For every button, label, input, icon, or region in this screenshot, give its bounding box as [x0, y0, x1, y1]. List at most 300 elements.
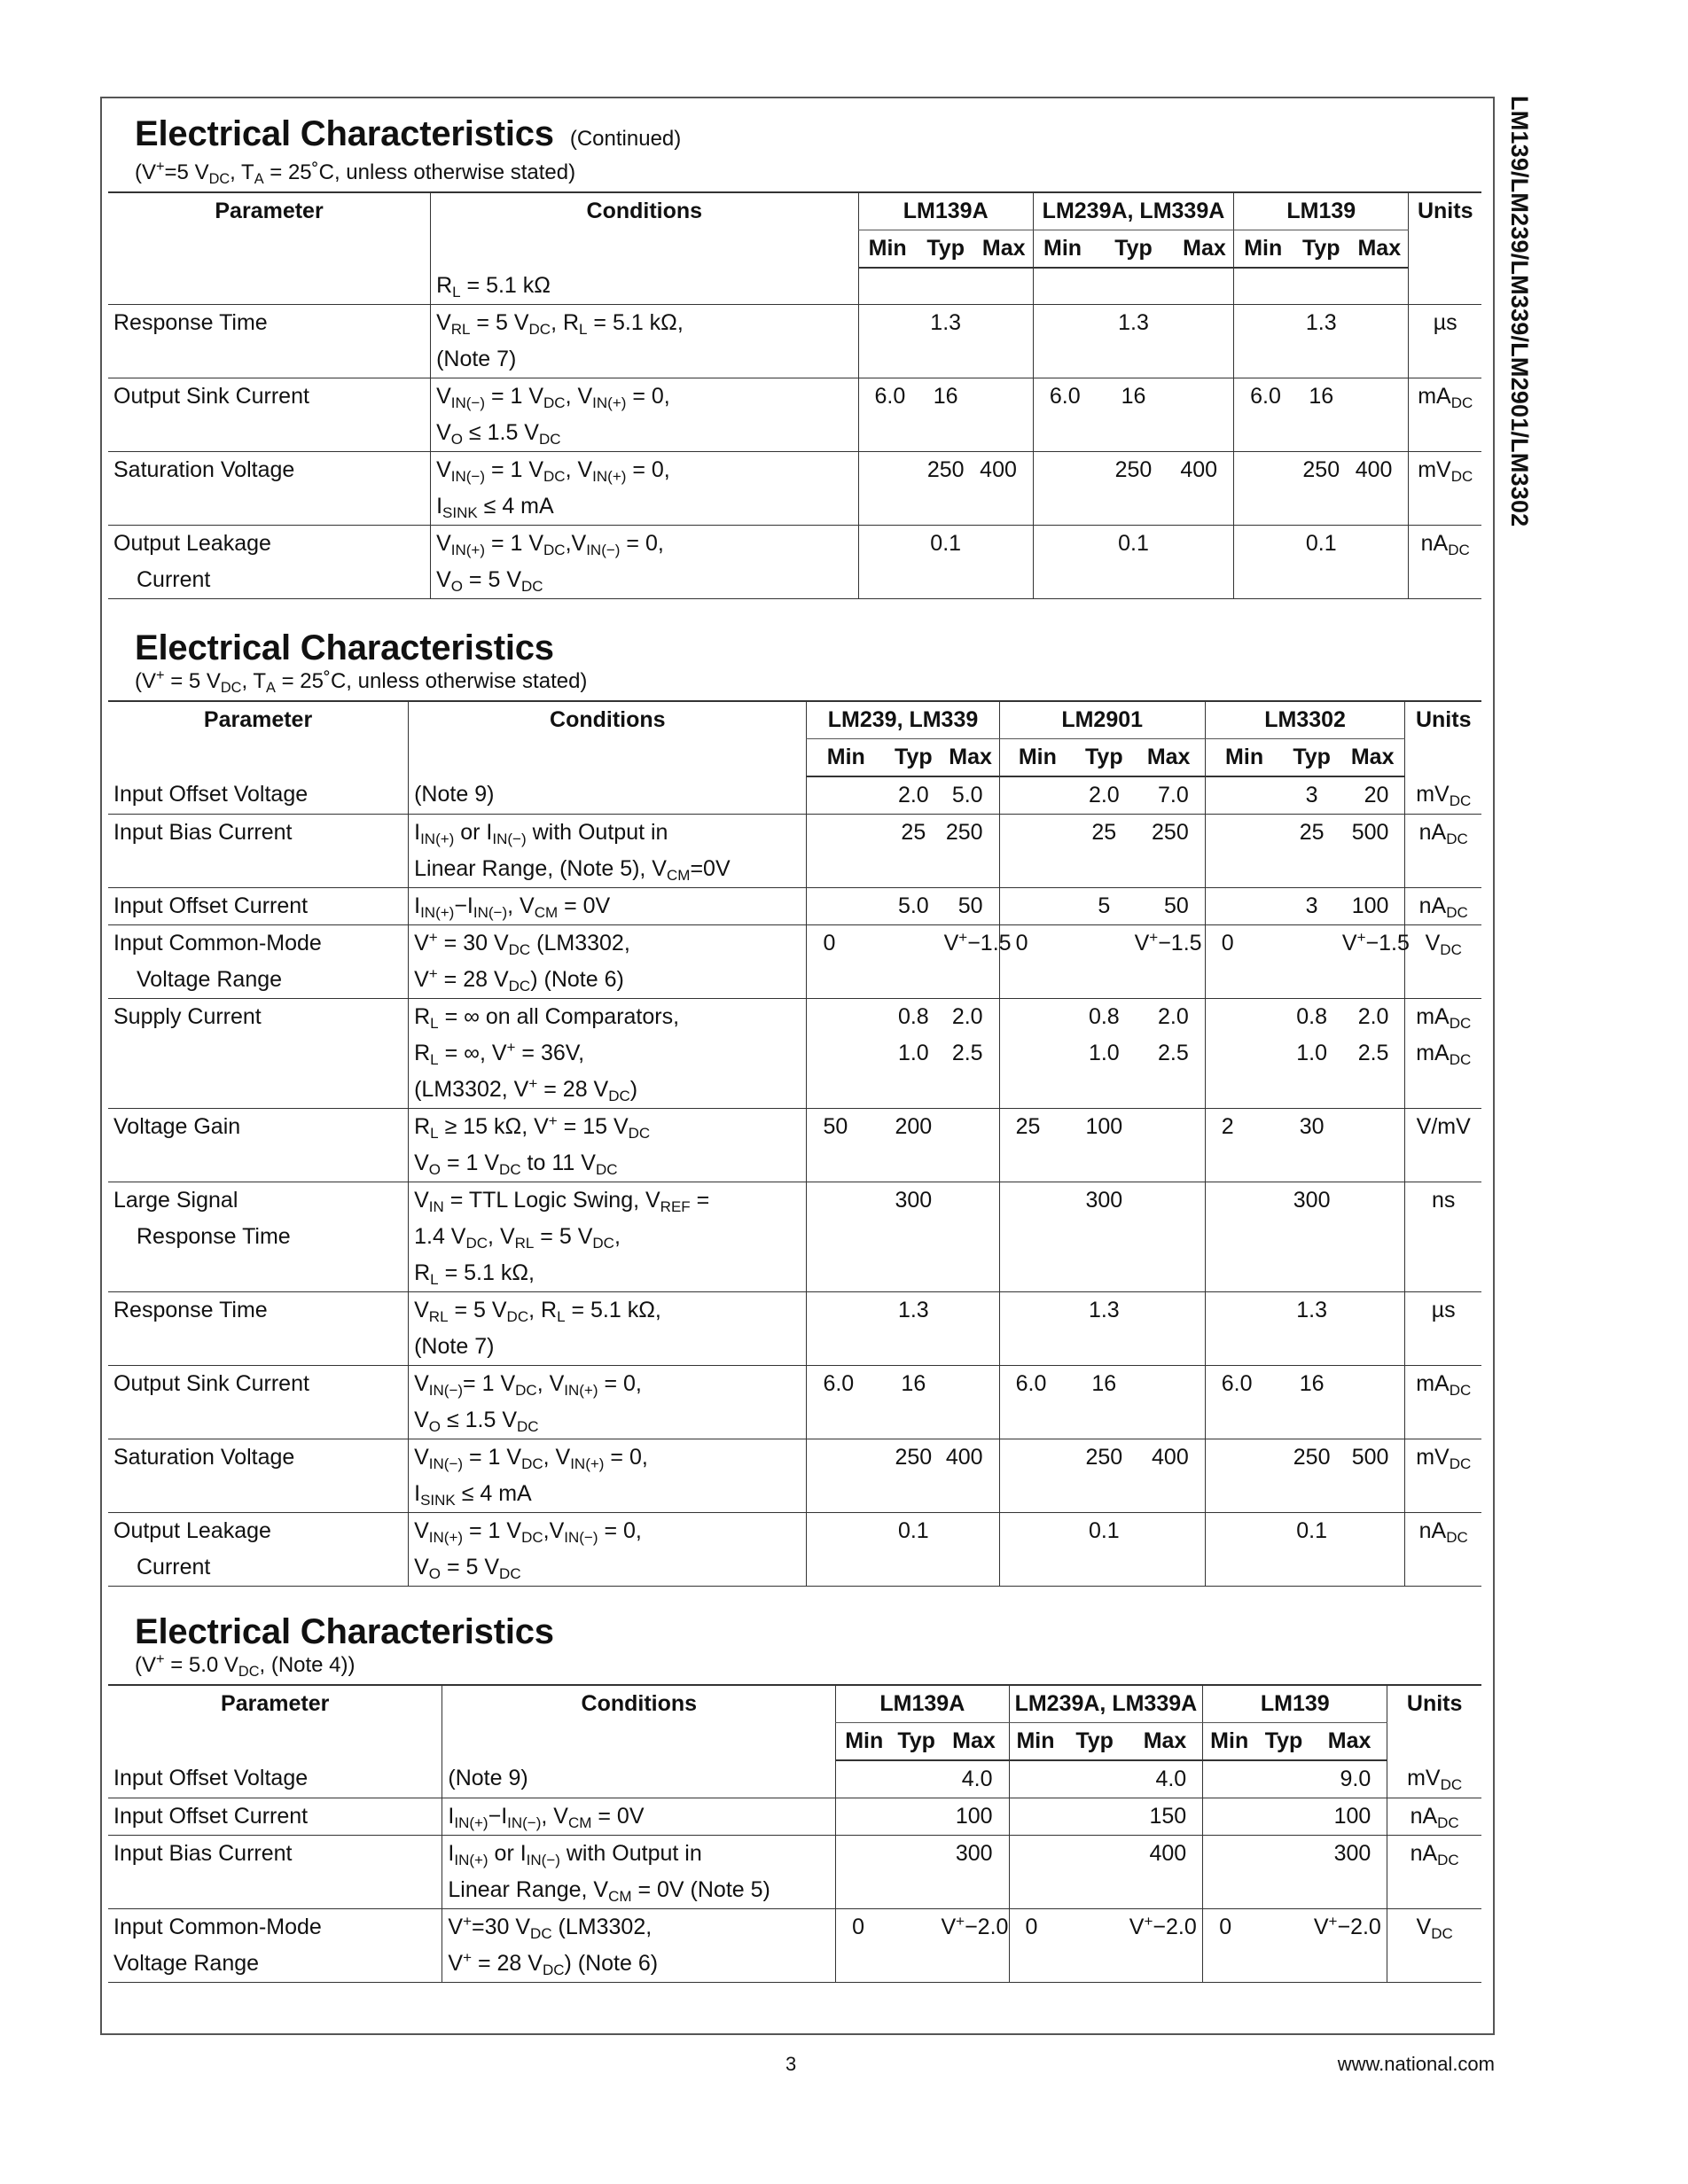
value-line: 0 — [1025, 1915, 1038, 1939]
header-max: Max — [975, 230, 1034, 269]
table-row — [108, 452, 1481, 526]
conditions-line: $I_{SINK} \le 4$ mA — [414, 1481, 532, 1509]
min-cell — [1205, 1366, 1283, 1439]
units-line: $nA_{DC}$ — [1418, 820, 1468, 847]
max-cell — [1340, 1109, 1405, 1182]
min-cell — [1234, 452, 1293, 526]
parameter-line: Output Leakage — [113, 1518, 271, 1543]
units-cell — [1409, 305, 1481, 378]
typ-cell — [1283, 1366, 1340, 1439]
table2-title: Electrical Characteristics — [135, 628, 554, 667]
table3-title: Electrical Characteristics — [135, 1612, 554, 1651]
max-cell — [1312, 1798, 1387, 1836]
typ-cell — [1075, 1292, 1132, 1366]
value-line: V+−2.0 — [941, 1913, 1009, 1939]
header-max: Max — [1350, 230, 1409, 269]
parameter-cell — [108, 999, 409, 1109]
value-line: 0 — [1015, 931, 1028, 956]
conditions-cell — [409, 815, 807, 888]
min-cell — [836, 1909, 893, 1983]
typ-cell — [885, 1109, 942, 1182]
min-cell — [1033, 378, 1091, 452]
value-line: 400 — [1355, 457, 1393, 482]
conditions-line: $V_{RL} = 5$ $V_{DC}$, $R_L = 5.1$ kΩ, — [414, 1298, 661, 1325]
units-line: $mA_{DC}$ — [1418, 384, 1473, 411]
max-cell — [942, 999, 1000, 1109]
value-line: V+−2.0 — [1129, 1913, 1197, 1939]
parameter-line: Voltage Gain — [113, 1114, 241, 1139]
max-cell — [1340, 999, 1405, 1109]
parameter-cell — [108, 526, 431, 599]
parameter-line: Input Offset Current — [113, 893, 309, 918]
parameter-line: Input Common-Mode — [113, 931, 322, 956]
value-line: 0.8 — [897, 1004, 929, 1029]
parameter-line: Current — [137, 1555, 211, 1580]
typ-cell — [917, 378, 975, 452]
value-line: 2.0 — [1357, 1004, 1389, 1029]
table1 — [108, 191, 1481, 599]
value-line: 250 — [926, 457, 965, 482]
table-row — [108, 1513, 1481, 1587]
parameter-line: Input Common-Mode — [113, 1915, 322, 1939]
parameter-cell — [108, 305, 431, 378]
conditions-line: V+ = 28 $V_{DC}$) (Note 6) — [448, 1949, 659, 1978]
typ-cell — [1091, 378, 1176, 452]
parameter-line: Input Offset Voltage — [113, 1766, 309, 1790]
units-cell — [1409, 378, 1481, 452]
parameter-line: Input Bias Current — [113, 1841, 293, 1866]
typ-cell — [885, 1439, 942, 1513]
units-cell — [1405, 1366, 1481, 1439]
min-cell — [1205, 1292, 1283, 1366]
max-cell — [1133, 1182, 1206, 1292]
parameter-line: Current — [137, 567, 211, 592]
units-cell — [1405, 1109, 1481, 1182]
conditions-cell — [431, 305, 858, 378]
max-cell — [1350, 305, 1409, 378]
min-cell — [807, 815, 885, 888]
value-line: 16 — [1121, 384, 1146, 409]
header-min: Min — [999, 739, 1075, 777]
value-line: 100 — [1333, 1804, 1372, 1829]
value-line: 6.0 — [1250, 384, 1281, 409]
conditions-cell — [409, 1439, 807, 1513]
value-line: 1.3 — [1118, 310, 1149, 335]
conditions-line: $R_L \ge 15$ kΩ, V+ = 15 $V_{DC}$ — [414, 1112, 651, 1142]
typ-cell — [1292, 268, 1350, 305]
value-line: 1.3 — [1296, 1298, 1328, 1322]
table-row — [108, 815, 1481, 888]
min-cell — [858, 526, 917, 599]
value-line: 500 — [1351, 820, 1389, 845]
max-cell — [1340, 888, 1405, 925]
max-cell — [942, 1366, 1000, 1439]
header-min: Min — [1009, 1723, 1061, 1761]
conditions-cell — [409, 999, 807, 1109]
typ-cell — [1283, 776, 1340, 815]
value-line: 300 — [895, 1188, 933, 1213]
value-line: 400 — [1149, 1841, 1187, 1866]
table-row — [108, 999, 1481, 1109]
max-cell — [942, 1439, 1000, 1513]
typ-cell — [892, 1760, 939, 1798]
max-cell — [1133, 1292, 1206, 1366]
min-cell — [999, 1182, 1075, 1292]
max-cell — [1350, 452, 1409, 526]
typ-cell — [1283, 815, 1340, 888]
table-row — [108, 1798, 1481, 1836]
min-cell — [1033, 452, 1091, 526]
typ-cell — [892, 1836, 939, 1909]
conditions-line: $R_L$ = ∞, V+ = 36V, — [414, 1039, 585, 1068]
table-row — [108, 526, 1481, 599]
parameter-line: Input Offset Voltage — [113, 782, 309, 807]
value-line: 1.0 — [1088, 1041, 1120, 1065]
parameter-line: Response Time — [113, 310, 268, 335]
value-line: 25 — [1091, 820, 1117, 845]
typ-cell — [1255, 1909, 1312, 1983]
header-group: LM139A — [836, 1685, 1009, 1723]
value-line: 0 — [823, 931, 836, 956]
header-group: LM139 — [1234, 192, 1409, 230]
header-parameter: Parameter — [108, 1685, 442, 1760]
units-cell — [1409, 268, 1481, 305]
conditions-line: $V_{IN}$ = TTL Logic Swing, $V_{REF}$ = — [414, 1188, 710, 1215]
min-cell — [807, 1109, 885, 1182]
typ-cell — [1292, 378, 1350, 452]
header-group: LM239A, LM339A — [1033, 192, 1233, 230]
value-line: 25 — [1299, 820, 1325, 845]
conditions-line: V+ = 30 $V_{DC}$ (LM3302, — [414, 929, 630, 958]
conditions-line: $R_L = 5.1$ kΩ, — [414, 1260, 535, 1288]
max-cell — [1340, 815, 1405, 888]
typ-cell — [917, 452, 975, 526]
max-cell — [975, 378, 1034, 452]
max-cell — [1340, 776, 1405, 815]
value-line: 16 — [901, 1371, 926, 1396]
header-max: Max — [939, 1723, 1009, 1761]
header-parameter: Parameter — [108, 192, 431, 268]
max-cell — [1128, 1760, 1203, 1798]
typ-cell — [1283, 1182, 1340, 1292]
units-cell — [1387, 1798, 1481, 1836]
conditions-line: $I_{IN(+)}-I_{IN(-)}$, $V_{CM} = 0V$ — [448, 1804, 645, 1831]
typ-cell — [1292, 526, 1350, 599]
value-line: 400 — [1180, 457, 1218, 482]
min-cell — [1234, 305, 1293, 378]
max-cell — [1133, 925, 1206, 999]
value-line: 0 — [1219, 1915, 1232, 1939]
parameter-cell — [108, 776, 409, 815]
units-cell — [1405, 815, 1481, 888]
units-cell — [1405, 1439, 1481, 1513]
value-line: 0.8 — [1296, 1004, 1328, 1029]
min-cell — [1205, 925, 1283, 999]
min-cell — [1203, 1760, 1255, 1798]
parameter-cell — [108, 888, 409, 925]
conditions-line: $I_{IN(+)}-I_{IN(-)}$, $V_{CM} = 0V$ — [414, 893, 611, 921]
header-min: Min — [858, 230, 917, 269]
min-cell — [858, 305, 917, 378]
header-typ: Typ — [917, 230, 975, 269]
units-line: $nA_{DC}$ — [1418, 1518, 1468, 1546]
header-conditions: Conditions — [431, 192, 858, 268]
header-min: Min — [1234, 230, 1293, 269]
conditions-cell — [442, 1798, 836, 1836]
parameter-line: Large Signal — [113, 1188, 238, 1213]
header-group: LM239A, LM339A — [1009, 1685, 1203, 1723]
max-cell — [1133, 776, 1206, 815]
value-line: 6.0 — [874, 384, 906, 409]
header-min: Min — [807, 739, 885, 777]
value-line: 6.0 — [1049, 384, 1081, 409]
min-cell — [807, 1182, 885, 1292]
conditions-line: $V_{IN(-)}= 1$ $V_{DC}$, $V_{IN(+)} = 0$, — [414, 1371, 642, 1399]
units-cell — [1405, 1182, 1481, 1292]
value-line: 0.1 — [1118, 531, 1149, 556]
table-row — [108, 1760, 1481, 1798]
typ-cell — [1292, 452, 1350, 526]
conditions-cell — [442, 1909, 836, 1983]
max-cell — [1133, 999, 1206, 1109]
conditions-line: V+ = 28 $V_{DC}$) (Note 6) — [414, 965, 624, 994]
header-typ: Typ — [885, 739, 942, 777]
value-line: 5.0 — [951, 783, 983, 807]
units-cell — [1405, 888, 1481, 925]
max-cell — [942, 1292, 1000, 1366]
typ-cell — [885, 999, 942, 1109]
max-cell — [942, 815, 1000, 888]
max-cell — [939, 1836, 1009, 1909]
parameter-cell — [108, 1439, 409, 1513]
typ-cell — [1283, 1109, 1340, 1182]
table-row — [108, 1109, 1481, 1182]
units-line: $mV_{DC}$ — [1416, 1445, 1472, 1472]
value-line: 6.0 — [823, 1371, 855, 1396]
parameter-cell — [108, 925, 409, 999]
value-line: 100 — [1085, 1114, 1123, 1139]
units-cell — [1405, 999, 1481, 1109]
min-cell — [999, 888, 1075, 925]
max-cell — [1312, 1909, 1387, 1983]
value-line: 4.0 — [1155, 1767, 1187, 1791]
min-cell — [807, 1292, 885, 1366]
table-row — [108, 1439, 1481, 1513]
typ-cell — [1292, 305, 1350, 378]
value-line: 300 — [955, 1841, 993, 1866]
conditions-line: $V_O = 1$ $V_{DC}$ to 11 $V_{DC}$ — [414, 1150, 618, 1178]
typ-cell — [1283, 999, 1340, 1109]
value-line: 16 — [933, 384, 958, 409]
conditions-cell — [409, 888, 807, 925]
value-line: 16 — [1299, 1371, 1325, 1396]
value-line: 1.3 — [1305, 310, 1337, 335]
typ-cell — [1283, 925, 1340, 999]
value-line: V+−2.0 — [1313, 1913, 1381, 1939]
header-group: LM2901 — [999, 701, 1205, 739]
value-line: 2.5 — [1157, 1041, 1189, 1065]
conditions-line: $I_{SINK} \le 4$ mA — [436, 494, 554, 521]
typ-cell — [1075, 1513, 1132, 1587]
value-line: 2.0 — [951, 1004, 983, 1029]
header-group: LM3302 — [1205, 701, 1405, 739]
min-cell — [807, 888, 885, 925]
table3-section — [108, 1611, 1481, 1983]
value-line: 100 — [955, 1804, 993, 1829]
min-cell — [1205, 815, 1283, 888]
conditions-line: (Note 7) — [436, 347, 517, 371]
conditions-line: $I_{IN(+)}$ or $I_{IN(-)}$ with Output in — [448, 1841, 702, 1868]
value-line: 250 — [1152, 820, 1189, 845]
units-line: $mV_{DC}$ — [1407, 1766, 1463, 1793]
table3-subtitle: (V+ = 5.0 $V_{DC}$, (Note 4)) — [135, 1651, 356, 1680]
header-units: Units — [1405, 701, 1481, 776]
typ-cell — [885, 1292, 942, 1366]
conditions-line: (Note 9) — [414, 782, 495, 807]
conditions-cell — [431, 452, 858, 526]
header-units: Units — [1409, 192, 1481, 268]
units-cell — [1405, 1292, 1481, 1366]
min-cell — [1205, 888, 1283, 925]
min-cell — [999, 999, 1075, 1109]
max-cell — [1133, 1513, 1206, 1587]
table-row — [108, 1366, 1481, 1439]
parameter-line: Supply Current — [113, 1004, 262, 1029]
max-cell — [1340, 1366, 1405, 1439]
max-cell — [939, 1760, 1009, 1798]
conditions-cell — [409, 1292, 807, 1366]
min-cell — [999, 1513, 1075, 1587]
table-row — [108, 1292, 1481, 1366]
conditions-line: $V_{IN(-)} = 1$ $V_{DC}$, $V_{IN(+)} = 0$, — [436, 384, 670, 411]
header-typ: Typ — [1255, 1723, 1312, 1761]
max-cell — [939, 1798, 1009, 1836]
max-cell — [1350, 268, 1409, 305]
conditions-line: $R_L = 5.1$ kΩ — [436, 273, 551, 300]
side-title: LM139/LM239/LM339/LM2901/LM3302 — [1506, 96, 1533, 527]
table2-subtitle: (V+ = 5 $V_{DC}$, $T_A$ = 25˚C, unless otherwise stated) — [135, 667, 588, 696]
header-group: LM139A — [858, 192, 1033, 230]
conditions-line: 1.4 $V_{DC}$, $V_{RL} = 5$ $V_{DC}$, — [414, 1224, 621, 1252]
value-line: 2.0 — [897, 783, 929, 807]
typ-cell — [917, 268, 975, 305]
header-parameter: Parameter — [108, 701, 409, 776]
units-line: µs — [1431, 1298, 1456, 1322]
header-group: LM239, LM339 — [807, 701, 999, 739]
header-conditions: Conditions — [442, 1685, 836, 1760]
conditions-line: (Note 7) — [414, 1334, 495, 1359]
min-cell — [999, 1109, 1075, 1182]
max-cell — [1312, 1836, 1387, 1909]
max-cell — [942, 925, 1012, 999]
max-cell — [1176, 526, 1234, 599]
min-cell — [1033, 526, 1091, 599]
conditions-cell — [409, 1182, 807, 1292]
min-cell — [1203, 1798, 1255, 1836]
parameter-line: Saturation Voltage — [113, 1445, 295, 1470]
min-cell — [999, 1439, 1075, 1513]
typ-cell — [1255, 1760, 1312, 1798]
value-line: 250 — [1114, 457, 1153, 482]
value-line: 250 — [1293, 1445, 1331, 1470]
min-cell — [836, 1760, 893, 1798]
conditions-line: $V_{IN(+)} = 1$ $V_{DC},V_{IN(-)} = 0$, — [414, 1518, 642, 1546]
value-line: 0 — [852, 1915, 865, 1939]
min-cell — [807, 1513, 885, 1587]
parameter-line: Output Sink Current — [113, 384, 309, 409]
min-cell — [1205, 1109, 1283, 1182]
min-cell — [999, 815, 1075, 888]
value-line: 0.1 — [1305, 531, 1337, 556]
min-cell — [1203, 1909, 1255, 1983]
max-cell — [1128, 1836, 1203, 1909]
value-line: 250 — [1085, 1445, 1123, 1470]
value-line: 16 — [1091, 1371, 1117, 1396]
header-units: Units — [1387, 1685, 1481, 1760]
conditions-line: $V_{IN(-)} = 1$ $V_{DC}$, $V_{IN(+)} = 0$, — [436, 457, 670, 485]
units-line: $nA_{DC}$ — [1418, 893, 1468, 921]
min-cell — [807, 999, 885, 1109]
value-line: 7.0 — [1157, 783, 1189, 807]
table1-subtitle: (V+=5 $V_{DC}$, $T_A$ = 25˚C, unless otherwise stated) — [135, 159, 576, 187]
value-line: 1.0 — [1296, 1041, 1328, 1065]
min-cell — [807, 776, 885, 815]
max-cell — [1128, 1798, 1203, 1836]
units-cell — [1405, 925, 1481, 999]
parameter-line: Voltage Range — [113, 1951, 260, 1976]
parameter-line: Response Time — [137, 1224, 291, 1249]
header-conditions: Conditions — [409, 701, 807, 776]
units-line: $mA_{DC}$ — [1416, 1371, 1472, 1399]
value-line: 1.3 — [1088, 1298, 1120, 1322]
header-min: Min — [1205, 739, 1283, 777]
header-max: Max — [1340, 739, 1405, 777]
parameter-cell — [108, 1798, 442, 1836]
header-min: Min — [1203, 1723, 1255, 1761]
max-cell — [1176, 378, 1234, 452]
typ-cell — [885, 1366, 942, 1439]
value-line: 250 — [945, 820, 983, 845]
value-line: 1.3 — [897, 1298, 929, 1322]
max-cell — [1340, 1513, 1405, 1587]
max-cell — [975, 526, 1034, 599]
table-row — [108, 925, 1481, 999]
value-line: 1.3 — [930, 310, 962, 335]
typ-cell — [1283, 1513, 1340, 1587]
typ-cell — [885, 1513, 942, 1587]
value-line: 4.0 — [961, 1767, 993, 1791]
typ-cell — [1075, 925, 1132, 999]
max-cell — [1133, 1109, 1206, 1182]
min-cell — [836, 1798, 893, 1836]
table2 — [108, 700, 1481, 1587]
typ-cell — [885, 815, 942, 888]
min-cell — [836, 1836, 893, 1909]
typ-cell — [917, 305, 975, 378]
conditions-line: $V_O = 5$ $V_{DC}$ — [436, 567, 543, 595]
value-line: 6.0 — [1221, 1371, 1253, 1396]
units-line: V/mV — [1416, 1114, 1471, 1139]
value-line: 0.8 — [1088, 1004, 1120, 1029]
max-cell — [1176, 452, 1234, 526]
page-number: 3 — [785, 2053, 797, 2075]
table-row — [108, 776, 1481, 815]
value-line: 2.0 — [1157, 1004, 1189, 1029]
table-row — [108, 378, 1481, 452]
parameter-cell — [108, 1182, 409, 1292]
min-cell — [999, 776, 1075, 815]
units-line: $mA_{DC}$ — [1416, 1004, 1472, 1032]
